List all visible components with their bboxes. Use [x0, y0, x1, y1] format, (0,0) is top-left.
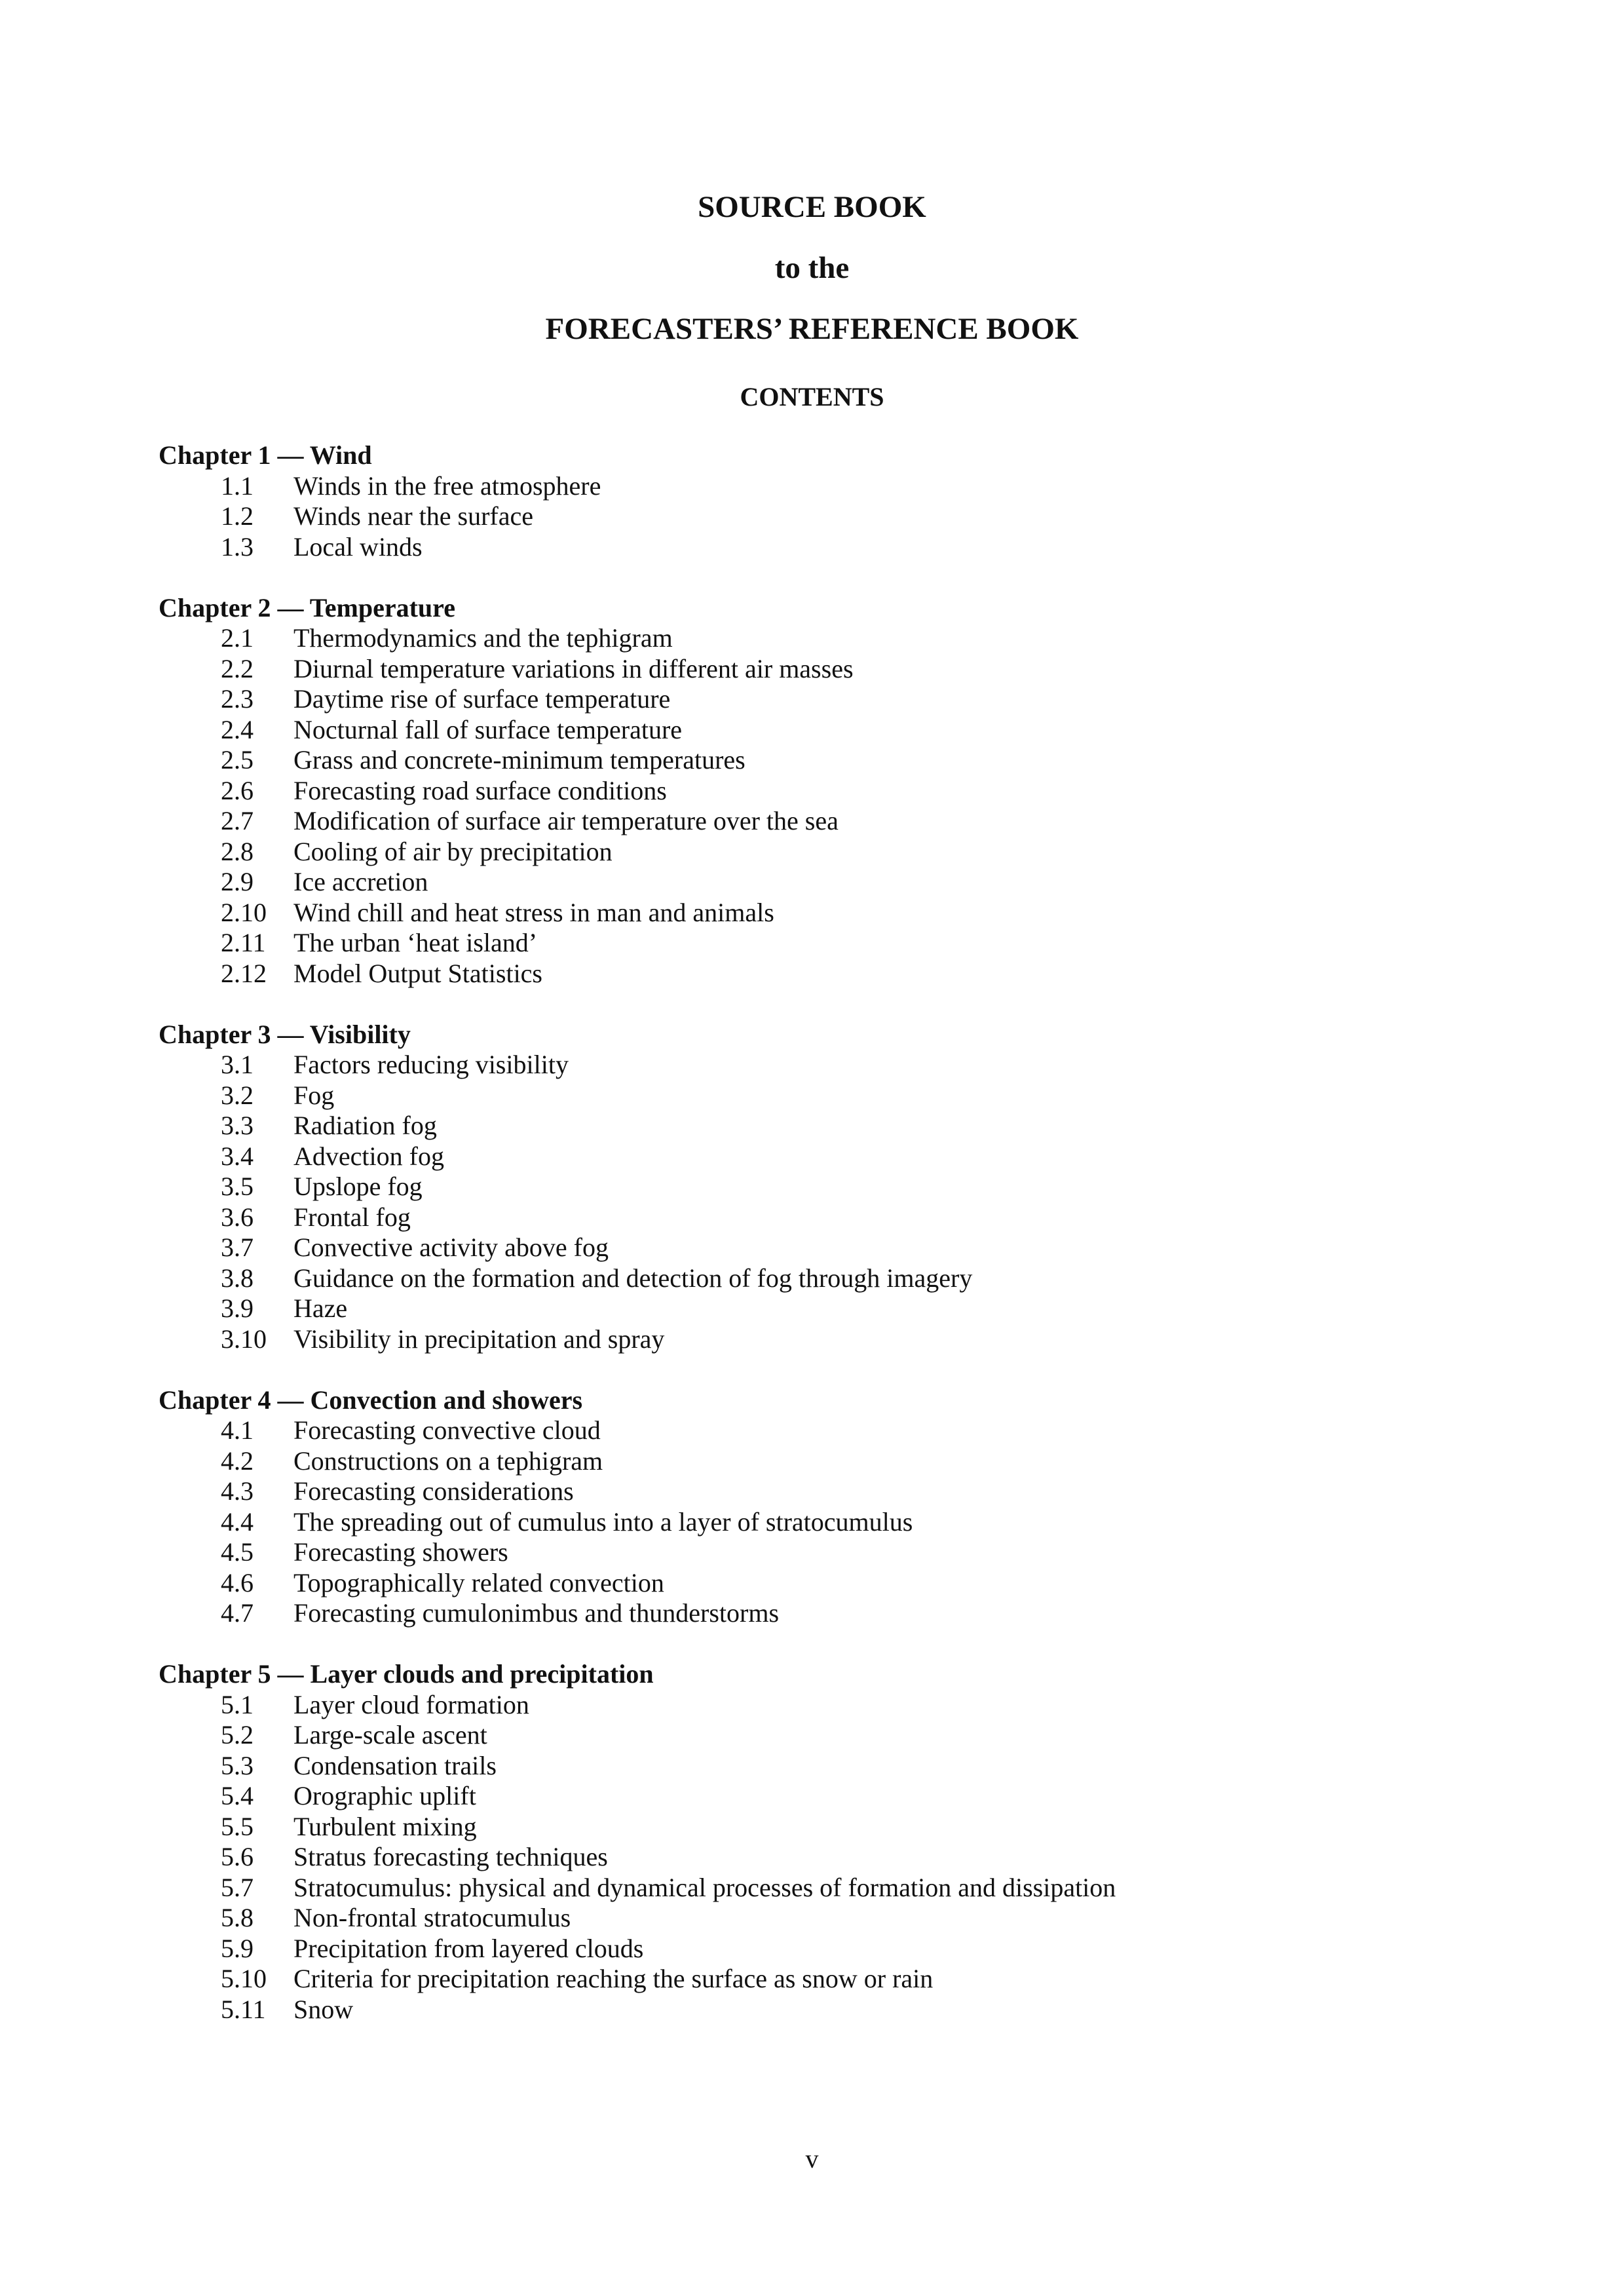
chapter-heading: Chapter 5 — Layer clouds and precipitation: [159, 1659, 654, 1689]
section-number: 2.3: [221, 684, 254, 714]
toc-entry: [159, 654, 1469, 685]
contents-heading: CONTENTS: [740, 382, 884, 411]
toc-entry: [159, 1233, 1469, 1263]
toc-entry: [159, 1903, 1469, 1934]
toc-entry: [159, 1476, 1469, 1507]
chapter-block: [159, 440, 1469, 562]
section-title: Thermodynamics and the tephigram: [293, 623, 673, 653]
section-number: 4.5: [221, 1537, 254, 1567]
chapter-heading: Chapter 2 — Temperature: [159, 592, 455, 622]
section-number: 3.8: [221, 1263, 254, 1293]
toc-entry: [159, 1781, 1469, 1812]
section-title: Forecasting considerations: [293, 1476, 574, 1506]
section-title: Snow: [293, 1994, 354, 2024]
chapter-block: [159, 1020, 1469, 1355]
section-number: 3.1: [221, 1050, 254, 1079]
section-number: 3.3: [221, 1111, 254, 1140]
toc-entry: [159, 1842, 1469, 1873]
section-number: 2.10: [221, 897, 267, 927]
toc-entry: [159, 928, 1469, 959]
toc-entry: [159, 715, 1469, 746]
toc-entry: [159, 1995, 1469, 2025]
toc-entry: [159, 806, 1469, 837]
toc-entry: [159, 684, 1469, 715]
title-line-3: FORECASTERS’ REFERENCE BOOK: [545, 312, 1079, 346]
toc-entry: [159, 1568, 1469, 1599]
section-title: Forecasting convective cloud: [293, 1415, 601, 1445]
toc-entry: [159, 1111, 1469, 1141]
section-number: 3.4: [221, 1141, 254, 1171]
section-title: Diurnal temperature variations in different air masses: [293, 653, 854, 683]
section-number: 2.11: [221, 928, 266, 957]
section-title: Factors reducing visibility: [293, 1050, 569, 1079]
section-title: Topographically related convection: [293, 1567, 664, 1598]
section-title: Local winds: [293, 531, 423, 562]
toc-entry: [159, 1263, 1469, 1294]
section-title: Layer cloud formation: [293, 1689, 529, 1719]
toc-entry: [159, 837, 1469, 868]
section-title: Large-scale ascent: [293, 1720, 487, 1750]
section-number: 2.5: [221, 745, 254, 775]
toc-entry: [159, 1720, 1469, 1751]
section-title: Forecasting cumulonimbus and thunderstorms: [293, 1598, 780, 1628]
section-number: 5.6: [221, 1842, 254, 1871]
toc-entry: [159, 1598, 1469, 1629]
toc-entry: [159, 867, 1469, 898]
toc-entry: [159, 1446, 1469, 1477]
toc-entry: [159, 471, 1469, 502]
section-number: 2.12: [221, 958, 267, 988]
section-title: Upslope fog: [293, 1172, 423, 1201]
section-title: Criteria for precipitation reaching the surface as snow or rain: [293, 1964, 934, 1993]
section-title: Haze: [293, 1293, 348, 1323]
section-title: Visibility in precipitation and spray: [293, 1324, 665, 1354]
section-title: Cooling of air by precipitation: [293, 836, 613, 866]
title-line-1: SOURCE BOOK: [698, 190, 926, 224]
page-number: v: [805, 2144, 819, 2173]
chapter-block: [159, 593, 1469, 989]
section-number: 4.2: [221, 1445, 254, 1476]
section-title: Wind chill and heat stress in man and animals: [293, 897, 774, 927]
toc-entry: [159, 1507, 1469, 1538]
section-title: Stratus forecasting techniques: [293, 1842, 608, 1871]
toc-entry: [159, 623, 1469, 654]
section-title: Radiation fog: [293, 1111, 437, 1140]
section-title: Forecasting showers: [293, 1537, 508, 1567]
section-title: Convective activity above fog: [293, 1233, 609, 1262]
section-title: Stratocumulus: physical and dynamical processes of formation and dissipation: [293, 1872, 1116, 1902]
section-title: Non-frontal stratocumulus: [293, 1903, 571, 1932]
section-number: 3.7: [221, 1233, 254, 1262]
section-number: 4.1: [221, 1415, 254, 1445]
section-number: 2.9: [221, 867, 254, 896]
section-title: Guidance on the formation and detection of fog through imagery: [293, 1263, 973, 1293]
section-number: 2.1: [221, 623, 254, 653]
toc-entry: [159, 1537, 1469, 1568]
toc-entry: [159, 776, 1469, 807]
section-number: 2.2: [221, 653, 254, 683]
toc-entry: [159, 1812, 1469, 1843]
toc-entry: [159, 1324, 1469, 1355]
toc-entry: [159, 1751, 1469, 1782]
section-number: 4.3: [221, 1476, 254, 1506]
section-title: Winds in the free atmosphere: [293, 470, 601, 501]
chapter-heading: Chapter 1 — Wind: [159, 440, 372, 470]
section-title: Daytime rise of surface temperature: [293, 684, 671, 714]
section-title: Grass and concrete-minimum temperatures: [293, 745, 746, 775]
section-title: Frontal fog: [293, 1202, 411, 1232]
section-number: 1.2: [221, 501, 254, 531]
toc-entry: [159, 1172, 1469, 1202]
section-number: 3.6: [221, 1202, 254, 1232]
toc-entry: [159, 1690, 1469, 1721]
chapter-block: [159, 1385, 1469, 1629]
section-number: 2.4: [221, 714, 254, 744]
section-number: 3.10: [221, 1324, 267, 1354]
toc-entry: [159, 745, 1469, 776]
section-title: Condensation trails: [293, 1750, 497, 1780]
section-title: Ice accretion: [293, 867, 428, 896]
section-number: 2.8: [221, 836, 254, 866]
toc-entry: [159, 1050, 1469, 1081]
chapter-heading: Chapter 3 — Visibility: [159, 1019, 411, 1049]
section-number: 5.10: [221, 1964, 267, 1993]
section-number: 5.9: [221, 1933, 254, 1963]
chapter-heading: Chapter 4 — Convection and showers: [159, 1385, 583, 1415]
section-title: Forecasting road surface conditions: [293, 775, 667, 805]
toc-entry: [159, 1934, 1469, 1964]
section-number: 4.7: [221, 1598, 254, 1628]
section-number: 5.2: [221, 1720, 254, 1750]
section-title: Model Output Statistics: [293, 958, 542, 988]
section-title: Fog: [293, 1080, 335, 1110]
section-number: 5.3: [221, 1750, 254, 1780]
toc-entry: [159, 532, 1469, 563]
section-title: Precipitation from layered clouds: [293, 1933, 644, 1963]
section-title: Nocturnal fall of surface temperature: [293, 714, 683, 744]
toc-entry: [159, 1202, 1469, 1233]
section-title: Modification of surface air temperature over the sea: [293, 806, 839, 835]
section-title: Constructions on a tephigram: [293, 1445, 603, 1476]
toc-entry: [159, 1081, 1469, 1111]
section-number: 3.2: [221, 1080, 254, 1110]
toc-entry: [159, 898, 1469, 928]
section-number: 5.7: [221, 1872, 254, 1902]
section-number: 5.5: [221, 1811, 254, 1841]
toc-entry: [159, 1415, 1469, 1446]
section-title: Advection fog: [293, 1141, 444, 1171]
section-title: Winds near the surface: [293, 501, 533, 531]
section-number: 2.7: [221, 806, 254, 835]
section-number: 3.5: [221, 1172, 254, 1201]
toc-entry: [159, 501, 1469, 532]
toc-entry: [159, 1964, 1469, 1995]
section-number: 1.3: [221, 531, 254, 562]
section-number: 4.6: [221, 1567, 254, 1598]
toc-entry: [159, 959, 1469, 989]
section-number: 5.11: [221, 1994, 266, 2024]
section-title: The spreading out of cumulus into a layer of stratocumulus: [293, 1506, 913, 1537]
table-of-contents: [159, 440, 1469, 2056]
section-number: 5.8: [221, 1903, 254, 1932]
toc-entry: [159, 1293, 1469, 1324]
title-line-2: to the: [774, 251, 850, 285]
toc-entry: [159, 1873, 1469, 1904]
section-number: 5.1: [221, 1689, 254, 1719]
chapter-block: [159, 1659, 1469, 2025]
toc-entry: [159, 1141, 1469, 1172]
section-title: Orographic uplift: [293, 1781, 476, 1810]
section-title: The urban ‘heat island’: [293, 928, 538, 957]
section-number: 1.1: [221, 470, 254, 501]
section-number: 3.9: [221, 1293, 254, 1323]
section-number: 4.4: [221, 1506, 254, 1537]
section-number: 5.4: [221, 1781, 254, 1810]
section-number: 2.6: [221, 775, 254, 805]
section-title: Turbulent mixing: [293, 1811, 477, 1841]
